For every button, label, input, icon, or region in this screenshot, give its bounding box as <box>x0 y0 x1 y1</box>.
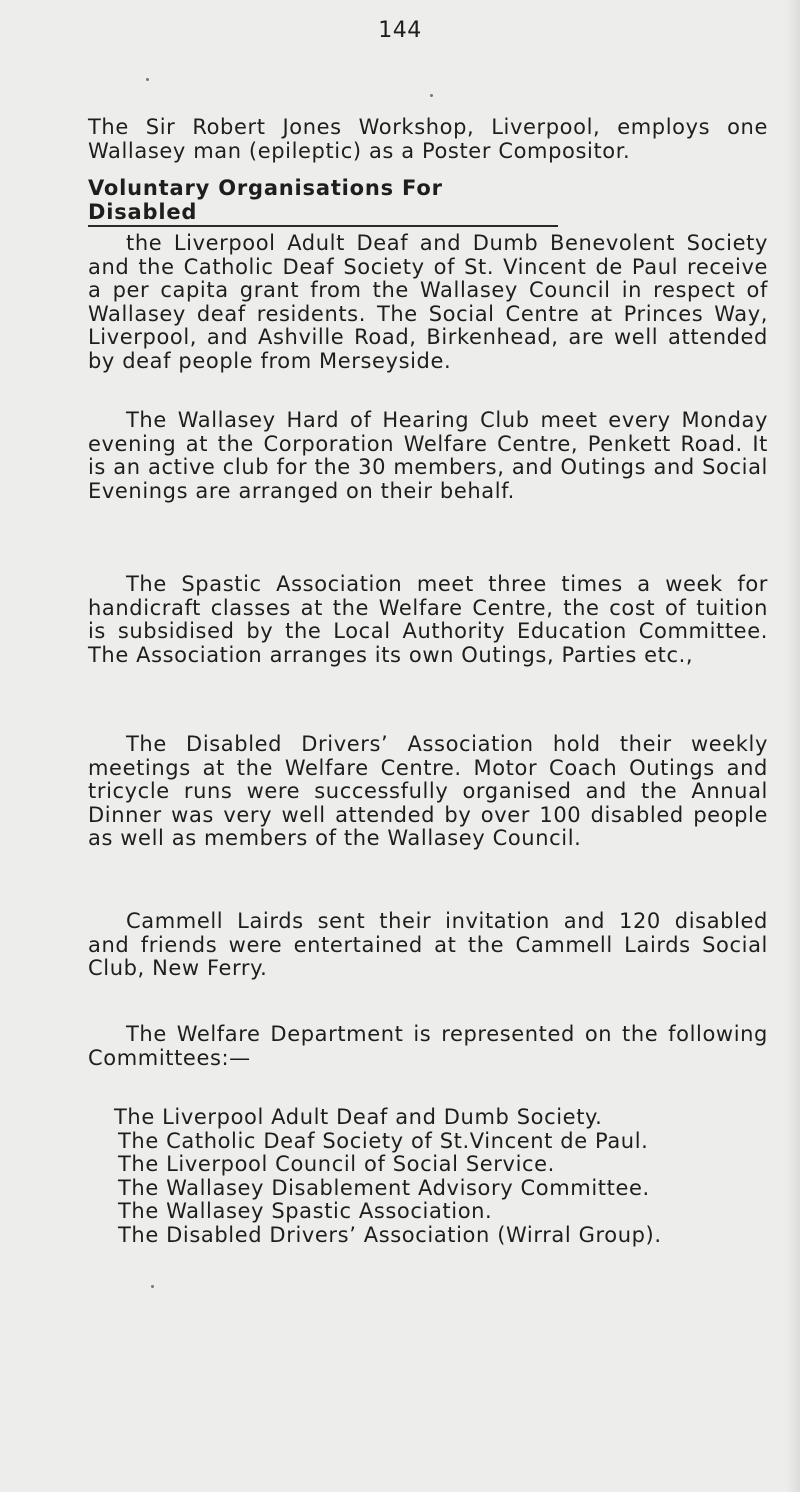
paragraph-deaf-societies: the Liverpool Adult Deaf and Dumb Benevolent Society and the Catholic Deaf Society of St. Vincent de Paul receive a per capita grant from the Wallasey Council in respect of Wallasey deaf residents. The Social Centre at Princes Way, Liverpool, and Ashville Road, Birkenhead, are well attended by deaf people from Merseyside. <box>88 231 768 373</box>
page-edge-shadow <box>786 0 800 1492</box>
list-item: The Wallasey Spastic Association. <box>118 1199 493 1223</box>
print-speck <box>430 94 433 97</box>
paragraph-hard-of-hearing: The Wallasey Hard of Hearing Club meet every Monday evening at the Corporation Welfare Centre, Penkett Road. It is an active club for the 30 members, and Outings and Social Evenings are arranged on their behalf. <box>88 408 768 503</box>
section-heading: Voluntary Organisations For Disabled <box>88 176 558 227</box>
paragraph-workshop: The Sir Robert Jones Workshop, Liverpool, employs one Wallasey man (epileptic) as a Poster Compositor. <box>88 115 768 163</box>
list-item: The Catholic Deaf Society of St.Vincent de Paul. <box>118 1128 649 1153</box>
page-number: 144 <box>378 18 422 43</box>
print-speck <box>151 1285 154 1288</box>
paragraph-disabled-drivers: The Disabled Drivers’ Association hold their weekly meetings at the Welfare Centre. Motor Coach Outings and tricycle runs were successfully organised and the Annual Dinner was very well attended by over 100 disabled people as well as members of the Wallasey Council. <box>88 732 768 850</box>
paragraph-spastic-association: The Spastic Association meet three times a week for handicraft classes at the Welfare Centre, the cost of tuition is subsidised by the Local Authority Education Committee. The Association arranges its own Outings, Parties etc., <box>88 572 768 667</box>
list-item: The Disabled Drivers’ Association (Wirral Group). <box>118 1222 662 1247</box>
print-speck <box>146 78 149 81</box>
paragraph-committees-intro: The Welfare Department is represented on the following Committees:— <box>88 1022 768 1070</box>
list-item: The Liverpool Adult Deaf and Dumb Society. <box>114 1105 603 1129</box>
list-item: The Wallasey Disablement Advisory Committee. <box>118 1175 650 1200</box>
committee-list <box>114 1105 778 1247</box>
list-item: The Liverpool Council of Social Service. <box>118 1152 555 1176</box>
paragraph-cammell-lairds: Cammell Lairds sent their invitation and 120 disabled and friends were entertained at the Cammell Lairds Social Club, New Ferry. <box>88 909 768 980</box>
